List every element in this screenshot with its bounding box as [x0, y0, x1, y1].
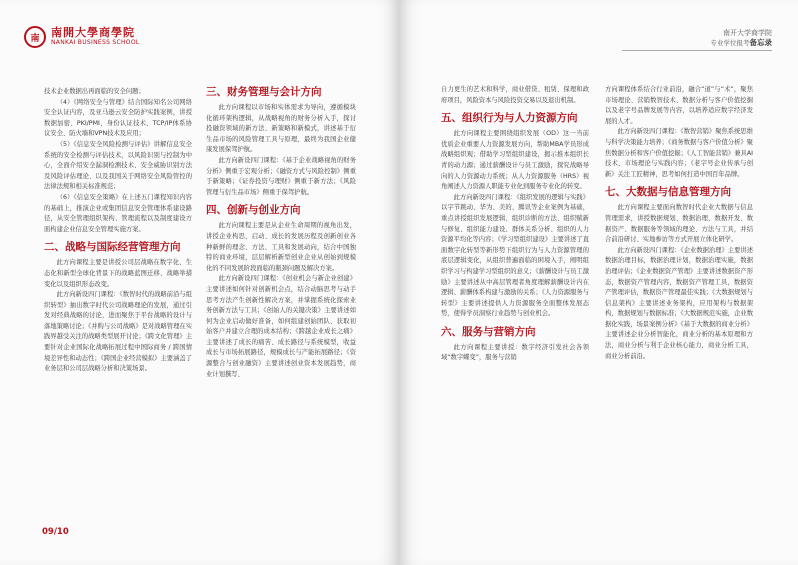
paragraph: 此方向课程主要是讲授公司层战略在数字化、生态化和新型全球化背景下的战略蓝图迁移、战略举措变化以及组织形态改变。: [44, 259, 192, 288]
logo-chinese-name: 南開大學商學院: [51, 26, 135, 39]
paragraph: 此方向新设四门课程：《组织发展的逻辑与实践》以字节跳动、华为、美的、腾讯等企业案例为基础，重点讲授组织发展逻辑、组织诊断的方法、组织赋新与修复、组织能力建设、群体关系分析、组织的人力资源平均化等内容；《学习型组织建设》主要讲述了直面数字化转型等新形势下组织行为与人力资源管理的底层逻辑变化，从组织普遍面临的困境入手，阐明组织学习与构建学习型组织的意义；《薪酬设计与员工激励》主要讲述从中高层管理者角度理解薪酬设计内在逻辑、薪酬体系构建与激励的关系；《人力资源服务与转型》主要讲述提供人力资源服务全面整体发展态势，使得学员洞察行业趋势与创业机会。: [441, 193, 589, 318]
page-number: 09/10: [42, 527, 69, 537]
paragraph: （6）《信息安全策略》在上述五门课程知识内容的基础上，推演企业或集团信息安全管理体系建设路径，从安全管理组织架构、管理流程以及制度建设方面构建企业信息安全管理实施方案。: [44, 193, 192, 233]
header-school-name: 南开大学商学院: [723, 29, 772, 37]
paragraph: 自力更生的艺术和科学，商业借贷、租赁、保理和政府项目，风险资本与风险投资交易以及退出机制。: [441, 86, 589, 104]
column-2: [206, 85, 356, 380]
paragraph: 此方向新设四门课程：《数智营销》聚焦系统思维与科学决策能力培养；《商务数据与客户价值分析》聚焦数据分析和客户价值挖掘；《人工智能营销》兼具AI技术、市场理论与实践内容；《老字号企业传承与创新》关注工匠精神，思考如何打造中国百年品牌。: [605, 128, 753, 178]
section-heading: 五、组织行为与人力资源方向: [441, 112, 578, 125]
section-heading: 六、服务与营销方向: [441, 325, 536, 338]
column-3: [441, 85, 589, 364]
paragraph: 此方向课程主要面向数智时代企业大数据与信息管理需求，讲授数据规划、数据治理、数据开发、数据资产、数据服务等领域的理论、方法与工具，并结合前沿研讨、实地参访等方式开展立体化研学。: [605, 204, 753, 244]
school-logo: [24, 26, 139, 48]
section-heading: 三、财务管理与会计方向: [206, 86, 322, 98]
school-seal-icon: 南: [24, 26, 46, 48]
section-heading: 七、大数据与信息管理方向: [605, 186, 731, 199]
paragraph: 此方向新设四门课程：《基于企业战略视角的财务分析》侧重于宏观分析；《融资方式与风险控制》侧重于新策略；《证券投资与理财》侧重于新方法；《风险管理与衍生品市场》侧重于保驾护航。: [206, 156, 356, 196]
section-heading: 二、战略与国际经营管理方向: [44, 241, 181, 254]
logo-english-name: NANKAI BUSINESS SCHOOL: [51, 39, 140, 46]
paragraph: （5）《信息安全风险检测与评估》讲解信息安全系统的安全检测与评估技术，以风险识别与控制为中心，全面介绍安全漏洞检测技术、安全威胁识别方法及风险评估理论、以及我国关于网络安全风险管控的法律法规和相关标准规范；: [44, 140, 192, 191]
paragraph: 此方向新设四门课程：《创业机会与新企业创建》主要讲述如何针对创新机会点，结合动脑思考与动手思考方法产生创新性解决方案，并掌握系统化探索业务创新方法与工具；《创始人的关键决策》主要讲述如何为企业启动做好准备，如何组建创始团队、获取初始客户并建立合理的成本结构；《跨越企业成长之痛》主要讲述了成长的痛苦、成长路径与系统模型，收益成长与市场拓展路径，规模成长与产能拓展路径；《资源整合与创业融资》主要讲述创业资本发展趋势，商业计划撰写、: [206, 275, 356, 378]
paragraph: 此方向课程主要是从企业生命周期的视角出发，讲授企业构思、启动、成长的发展历程及创新创业各种新鲜的理念、方法、工具和发展动向，结合中国独特的商业环境，层层解析新型创业企业从创始到规模化的不同发展阶段面临的瓶颈问题及解决方案。: [206, 222, 356, 272]
header-subtitle: 专业学位报考备忘录: [710, 38, 772, 47]
page-header: [711, 28, 773, 48]
section-heading: 四、创新与创业方向: [206, 204, 301, 217]
paragraph: 此方向新设四门课程：《数智时代的战略前沿与组织转型》抽出数字时代公司战略理论的发展，通过引发对经典战略的讨论，进而聚焦于平台战略的设计与落地策略讨论；《并购与公司战略》是对战略管理在实践界越受关注的战略类型展开讨论；《跨文化管理》主要针对企业国际化战略拓展过程中国际商务 / 跨国情境差异性和动态性；《跨国企业经营模拟》主要涵盖了业务层和公司层战略分析和决策场景。: [44, 291, 192, 373]
column-1: [44, 87, 192, 375]
paragraph: 此方向课程主要围绕组织发展（OD）这一当前优质企业重要人力资源发展方向，帮助MBA学员形成战略组织观；借助学习型组织建设，揭示推本组织长青的动力源；通过薪酬设计与员工激励，探究战略导向的人力资源动力系统；从人力资源服务（HRS）视角阐述人力资源人职能专业化到服务专业化的转变。: [441, 130, 589, 191]
paragraph: 方向课程体系结合行业前沿，融合“道”与“术”，聚焦市场理论、营销数智技术、数据分析与客户价值挖掘以及老字号品牌发展等内容，以培养适应数字经济发展的人才。: [605, 86, 753, 125]
column-4: [605, 85, 753, 362]
paragraph: 此方向课程主要讲授：数字经济引发社会各领域“数字蝶变”，服务与营销: [441, 343, 589, 362]
paragraph: 技术企业数据出再面临的安全问题；: [44, 88, 145, 95]
right-page: [399, 0, 798, 565]
paragraph: （4）《网络安全与管理》结合国际知名公司网络安全认证内容，及亚马逊云安全防护实践案例，讲授数据加密、PKI/PMI、身份认证技术、TCP/IP体系协议安全、防火墙和VPN技术及应用；: [44, 98, 192, 138]
header-divider: [622, 50, 772, 51]
paragraph: 此方向课程以市场和实体需求为导向，遵循模块化循环架构逻辑，从战略视角的财务分析入手，探讨投融资领域的新方法、新策略和新模式，讲述基于衍生品市场的风险管理工具与原理，最终为我国企业健康发展保驾护航。: [206, 104, 356, 154]
paragraph: 此方向新设四门课程：《企业数据治理》主要讲述数据治理目标，数据治理计划，数据治理实施，数据治理评估；《企业数据资产管理》主要讲述数据资产形态，数据资产管理内容，数据资产管理工具，数据资产管理评估，数据资产管理最佳实践；《大数据规划与信息架构》主要讲述业务架构，应用架构与数据架构，数据规划与数据标准；《大数据规范实施，企业数据化实践，场景案例分析》《基于大数据的商业分析》主要讲述企业分析智能化，商业分析的基本原理和方法，商业分析与利于企业核心能力，商业分析工具，商业分析前沿。: [605, 246, 753, 360]
